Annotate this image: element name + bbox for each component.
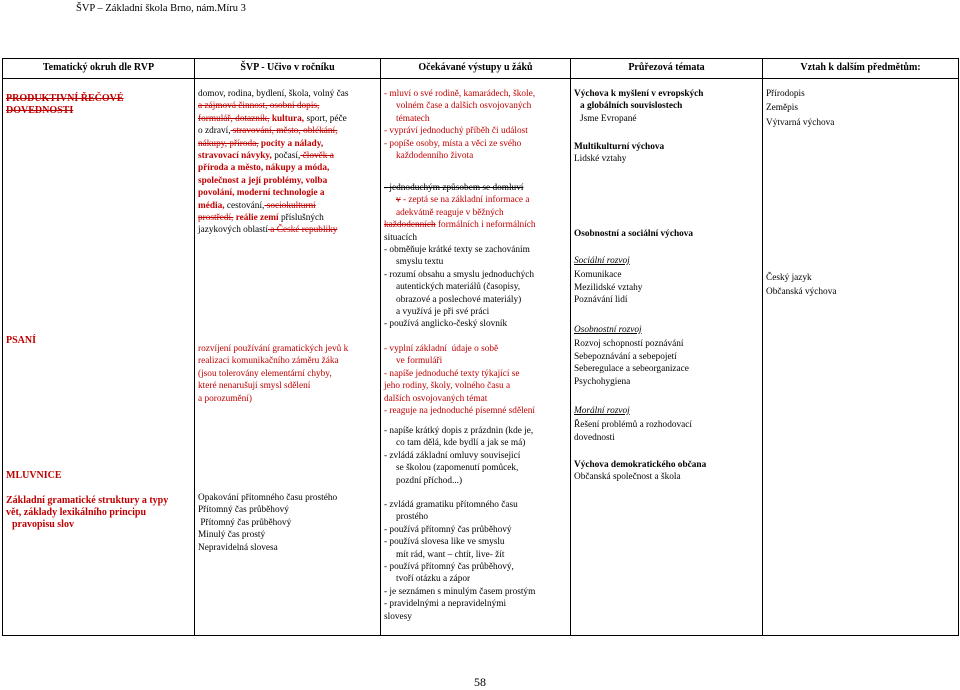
outcome-line: dalších osvojovaných témat <box>384 393 488 404</box>
curriculum-line: reálie zemí <box>233 213 279 224</box>
outcome-line: - používá přítomný čas průběhový <box>384 524 512 535</box>
subject-item: Zeměpis <box>766 103 799 114</box>
outcome-line: - jednoduchým způsobem se domluví <box>384 183 524 193</box>
outcome-line: - mluví o své rodině, kamarádech, škole, <box>384 89 536 99</box>
outcome-line: autentických materiálů (časopisy, <box>396 282 521 293</box>
outcome-line: - vyplní základní údaje o sobě <box>384 344 499 354</box>
outcome-line: obrazové a poslechové materiály) <box>396 294 522 305</box>
outcome-line: - používá anglicko-český slovník <box>384 319 508 330</box>
outcome-line: adekvátně reaguje v běžných <box>396 207 504 218</box>
topic-cell <box>3 79 195 636</box>
outcome-line: co tam dělá, kde bydlí a jak se má) <box>396 438 526 449</box>
theme-item: Jsme Evropané <box>580 113 637 124</box>
curriculum-line: stravování, město, oblékání, <box>230 126 338 137</box>
outcome-line: jeho rodiny, školy, volného času a <box>384 381 511 392</box>
theme-item: Rozvoj schopností poznávání <box>574 339 684 350</box>
outcome-spacer <box>384 487 567 499</box>
outcome-line: tématech <box>396 113 430 124</box>
curriculum-line: a porozumění) <box>198 393 252 404</box>
outcome-line: - pravidelnými a nepravidelnými <box>384 599 507 610</box>
outcome-line: a využívá je při své práci <box>396 307 490 318</box>
theme-item: Sebepoznávání a sebepojetí <box>574 351 677 362</box>
outcome-line: každodenních <box>384 220 436 231</box>
topic-grammar: MLUVNICE <box>6 470 62 481</box>
curriculum-line: příroda a město, nákupy a móda, <box>198 163 330 174</box>
outcome-line: - popíše osoby, místa a věci ze svého <box>384 138 522 149</box>
topic-productive: PRODUKTIVNÍ ŘEČOVÉ <box>6 93 124 104</box>
topic-grammar-structures: pravopisu slov <box>12 519 74 531</box>
theme-item: dovednosti <box>574 432 615 443</box>
curriculum-line: člověk a <box>300 151 334 162</box>
cross-themes-cell <box>571 79 763 636</box>
subject-item: Výtvarná výchova <box>766 117 835 128</box>
outcome-line: - používá přítomný čas průběhový, <box>384 562 514 573</box>
curriculum-line: realizaci komunikačního záměru žáka <box>198 356 339 367</box>
curriculum-line: cestování, <box>224 200 265 211</box>
theme-title: Multikulturní výchova <box>574 142 665 152</box>
topic-writing: PSANÍ <box>6 335 37 346</box>
outcome-line: - vypráví jednoduchý příběh či událost <box>384 126 528 137</box>
curriculum-line: kultura, <box>269 113 305 124</box>
page-number: 58 <box>474 675 486 689</box>
curriculum-line: Přítomný čas průběhový <box>198 517 292 528</box>
outcome-line: pozdní příchod...) <box>396 475 463 486</box>
theme-item: Lidské vztahy <box>574 154 627 165</box>
related-subjects-cell <box>763 79 959 636</box>
outcome-line: - používá slovesa like ve smyslu <box>384 537 505 548</box>
curriculum-line: společnost a její problémy, volba <box>198 175 328 186</box>
theme-title: Osobnostní a sociální výchova <box>574 229 694 239</box>
outcome-line: situacích <box>384 232 418 243</box>
outcome-line: ve formuláři <box>396 356 443 367</box>
subject-item: Přírodopis <box>766 89 805 99</box>
topic-grammar-structures: vět, základy lexikálního principu <box>6 507 147 519</box>
outcome-line: - zvládá základní omluvy souvisejicí <box>384 450 521 461</box>
curriculum-line: o zdraví, <box>198 126 231 137</box>
curriculum-line: příslušných <box>278 213 324 224</box>
column-header: Vztah k dalším předmětům: <box>763 59 959 79</box>
curriculum-line: stravovací návyky, <box>198 151 272 162</box>
curriculum-line: povolání, moderní technologie a <box>198 188 325 199</box>
column-header: Očekávané výstupy u žáků <box>381 59 571 79</box>
theme-item: Komunikace <box>574 270 622 281</box>
curriculum-line: formulář, dotazník, <box>198 113 270 124</box>
curriculum-line: a zájmová činnost, osobní dopis, <box>198 101 320 112</box>
curriculum-line: pocity a nálady, <box>258 138 324 149</box>
outcome-line: - napíše krátký dopis z prázdnin (kde je, <box>384 426 534 436</box>
curriculum-line: Přítomný čas průběhový <box>198 505 289 516</box>
curriculum-line: sport, péče <box>304 113 347 124</box>
theme-subtitle: Osobnostní rozvoj <box>574 325 642 335</box>
curriculum-line: domov, rodina, bydlení, škola, volný čas <box>198 89 349 99</box>
table-body-row <box>3 79 959 636</box>
topic-grammar-structures: Základní gramatické struktury a typy <box>6 495 169 506</box>
outcome-line: volném čase a dalších osvojovaných <box>396 101 532 112</box>
outcome-line: tvoří otázku a zápor <box>396 574 471 585</box>
outcome-line: prostého <box>396 512 429 523</box>
theme-item: Mezilidské vztahy <box>574 282 643 293</box>
theme-item: Psychohygiena <box>574 376 631 387</box>
column-header: Tematický okruh dle RVP <box>3 59 195 79</box>
table-header-row <box>3 59 959 79</box>
curriculum-line: rozvíjení používání gramatických jevů k <box>198 344 349 354</box>
curriculum-line: Minulý čas prostý <box>198 530 266 541</box>
outcome-line: formálních i neformálních <box>435 220 536 231</box>
subject-item: Český jazyk <box>766 273 812 283</box>
theme-item: Seberegulace a sebeorganizace <box>574 364 689 375</box>
curriculum-line: prostředí, <box>198 213 234 224</box>
outcome-line: se školou (zapomenutí pomůcek, <box>396 463 519 474</box>
outcome-line: - reaguje na jednoduché písemné sdělení <box>384 406 536 417</box>
theme-title: Výchova demokratického občana <box>574 460 707 470</box>
outcome-line: - rozumí obsahu a smyslu jednoduchých <box>384 269 535 280</box>
outcomes-cell <box>381 79 571 636</box>
outcome-line: - je seznámen s minulým časem prostým <box>384 586 536 597</box>
theme-item: Občanská společnost a škola <box>574 472 681 483</box>
outcome-line: - napíše jednoduché texty týkající se <box>384 368 520 379</box>
theme-item: Řešení problémů a rozhodovací <box>574 420 692 431</box>
theme-subtitle: Sociální rozvoj <box>574 256 630 266</box>
topic-productive-2: DOVEDNOSTI <box>6 105 74 117</box>
theme-title: Výchova k myšlení v evropských <box>574 89 704 99</box>
curriculum-line: jazykových oblastí <box>198 225 268 236</box>
curriculum-line: počasí, <box>271 151 301 162</box>
curriculum-line: které nenarušují smysl sdělení <box>198 381 311 392</box>
theme-title: a globálních souvislostech <box>580 101 683 112</box>
outcome-line: mít rád, want – chtít, live- žít <box>396 549 505 560</box>
outcome-line: - zeptá se na základní informace a <box>400 195 530 206</box>
outcome-line: v <box>396 195 401 206</box>
curriculum-cell <box>195 79 381 636</box>
column-header: Průřezová témata <box>571 59 763 79</box>
outcome-line: smyslu textu <box>396 257 444 268</box>
curriculum-line: Nepravidelná slovesa <box>198 542 278 553</box>
document-header: ŠVP – Základní škola Brno, nám.Míru 3 <box>76 3 246 14</box>
outcome-line: každodenního života <box>396 151 474 162</box>
curriculum-line: média, <box>198 200 225 211</box>
subject-item: Občanská výchova <box>766 287 837 298</box>
curriculum-line: Opakování přítomného času prostého <box>198 493 338 503</box>
curriculum-line: sociokulturní <box>264 200 316 211</box>
curriculum-line: nákupy, příroda, <box>198 138 259 149</box>
outcome-line: - obměňuje krátké texty se zachováním <box>384 245 530 256</box>
theme-subtitle: Morální rozvoj <box>574 406 630 416</box>
column-header: ŠVP - Učivo v ročníku <box>195 59 381 79</box>
curriculum-line: (jsou tolerovány elementární chyby, <box>198 368 332 379</box>
theme-item: Poznávání lidí <box>574 295 628 306</box>
outcome-line: - zvládá gramatiku přítomného času <box>384 500 518 511</box>
curriculum-table <box>2 58 959 636</box>
curriculum-line: a České republiky <box>267 225 338 236</box>
outcome-line: slovesy <box>384 611 412 622</box>
